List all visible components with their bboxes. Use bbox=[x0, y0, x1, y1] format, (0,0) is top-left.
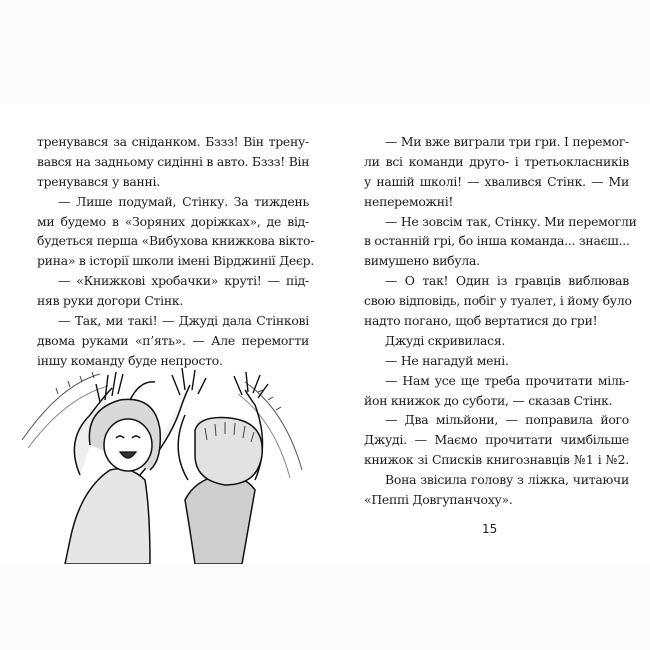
text-line: — Не зовсім так, Стінку. Ми перемогли bbox=[385, 213, 637, 229]
right-page-text bbox=[364, 132, 637, 510]
high-five-illustration bbox=[20, 360, 320, 564]
text-line: тренувався у ванні. bbox=[37, 173, 160, 189]
text-line: йон книжок до суботи, — сказав Стінк. bbox=[364, 392, 613, 408]
text-line: двома руками «п’ять». — Але перемогти bbox=[37, 332, 309, 348]
text-line: непереможні! bbox=[364, 193, 454, 209]
text-line: надто погано, щоб вертатися до гри! bbox=[364, 313, 598, 329]
text-line: ли всі команди друго- і третьокласників bbox=[364, 153, 629, 169]
text-line: іншу команду буде непросто. bbox=[37, 352, 223, 368]
text-line: в останній грі, бо інша команда... знаєш... bbox=[364, 233, 630, 249]
text-line: — Лише подумай, Стінку. За тиждень bbox=[58, 193, 309, 209]
text-line: книжок зі Списків книгознавців №1 і №2. bbox=[364, 452, 629, 468]
text-line: — О так! Один із гравців виблював bbox=[385, 273, 629, 289]
text-line: — Нам усе ще треба прочитати міль- bbox=[385, 372, 629, 388]
left-page-text bbox=[37, 132, 315, 371]
text-line: ми будемо в «Зоряних доріжках», де від- bbox=[37, 213, 309, 229]
text-line: вався на задньому сидінні в авто. Бззз! Він bbox=[37, 153, 310, 169]
text-line: Вона звісила голову з ліжка, читаючи bbox=[385, 472, 629, 488]
text-line: будеться перша «Вибухова книжкова вікто- bbox=[37, 233, 315, 249]
text-line: «Пеппі Довгупанчоху». bbox=[364, 492, 513, 508]
text-line: свою відповідь, побіг у туалет, і йому було bbox=[364, 293, 632, 309]
text-line: — «Книжкові хробачки» круті! — під- bbox=[58, 273, 309, 289]
page-number: 15 bbox=[482, 522, 498, 536]
text-line: у нашій школі! — хвалився Стінк. — Ми bbox=[364, 173, 629, 189]
text-line: — Не нагадуй мені. bbox=[385, 352, 509, 368]
text-line: — Ми вже виграли три гри. І перемог- bbox=[385, 134, 629, 149]
text-line: Джуді скривилася. bbox=[385, 332, 506, 348]
text-line: — Два мільйони, — поправила його bbox=[385, 412, 629, 428]
text-line: — Так, ми такі! — Джуді дала Стінкові bbox=[58, 313, 309, 329]
text-line: няв руки догори Стінк. bbox=[37, 293, 184, 309]
text-line: рина» в історії школи імені Вірджинії Деєр. bbox=[37, 253, 315, 269]
book-spread bbox=[0, 104, 650, 564]
text-line: вимушено вибула. bbox=[364, 253, 480, 269]
text-line: Джуді. — Маємо прочитати чимбільше bbox=[364, 432, 629, 448]
text-line: тренувався за сніданком. Бззз! Він трену- bbox=[37, 134, 309, 149]
